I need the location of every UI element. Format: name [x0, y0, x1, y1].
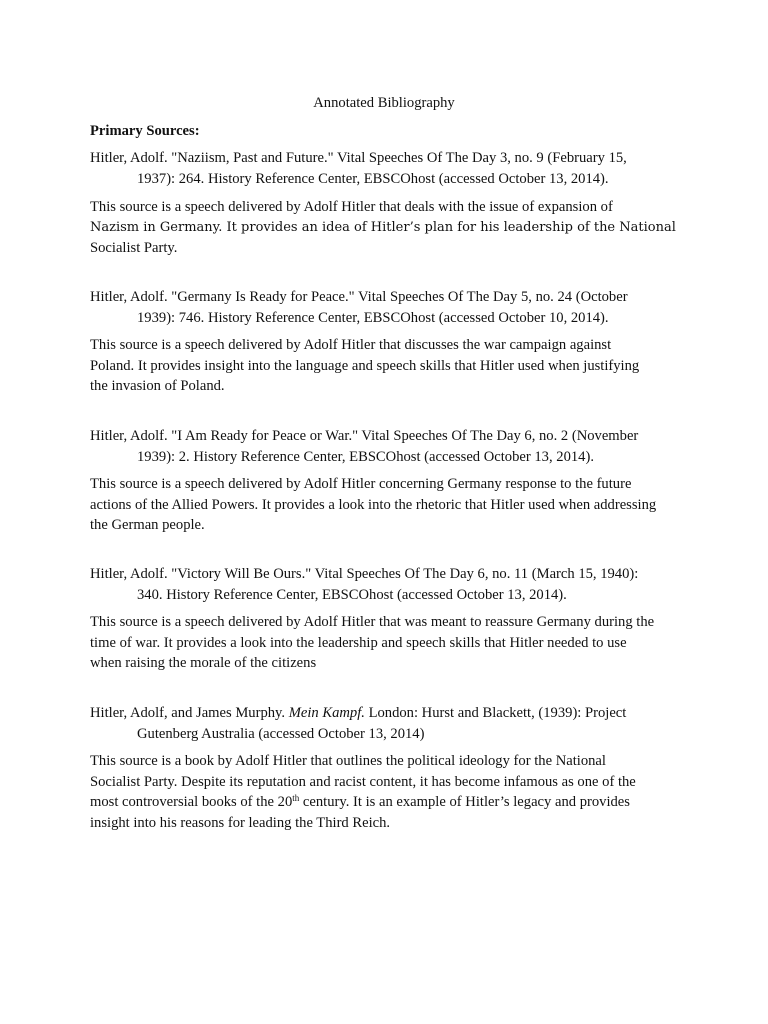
citation-entry-5 — [90, 703, 690, 745]
citation-line: Hitler, Adolf. "Naziism, Past and Future." Vital Speeches Of The Day 3, no. 9 (February 15, — [90, 150, 627, 166]
annotation-line: time of war. It provides a look into the leadership and speech skills that Hitler needed to use — [90, 634, 627, 651]
annotation-line: insight into his reasons for leading the Third Reich. — [90, 814, 391, 831]
annotation-line: Socialist Party. Despite its reputation and racist content, it has become infamous as one of the — [90, 773, 636, 790]
annotation-entry-2 — [90, 335, 690, 397]
citation-publisher: London: Hurst and Blackett, (1939): Project — [364, 705, 627, 721]
annotation-line: This source is a book by Adolf Hitler that outlines the political ideology for the National — [90, 753, 606, 769]
citation-entry-2 — [90, 287, 690, 329]
annotation-line: This source is a speech delivered by Adolf Hitler that deals with the issue of expansion of — [90, 199, 613, 215]
annotation-line: This source is a speech delivered by Adolf Hitler that was meant to reassure Germany during the — [90, 614, 655, 630]
citation-line: 1939): 2. History Reference Center, EBSCOhost (accessed October 13, 2014). — [137, 449, 594, 465]
citation-entry-1 — [90, 148, 690, 190]
citation-line: 340. History Reference Center, EBSCOhost (accessed October 13, 2014). — [137, 587, 567, 603]
citation-line: 1939): 746. History Reference Center, EBSCOhost (accessed October 10, 2014). — [137, 310, 609, 326]
citation-line: Hitler, Adolf. "Victory Will Be Ours." Vital Speeches Of The Day 6, no. 11 (March 15, 1940): — [90, 566, 639, 582]
annotation-line: actions of the Allied Powers. It provides a look into the rhetoric that Hitler used when addressing — [90, 496, 657, 513]
annotation-entry-1 — [90, 197, 690, 259]
citation-line — [90, 703, 690, 724]
citation-line: Hitler, Adolf. "I Am Ready for Peace or War." Vital Speeches Of The Day 6, no. 2 (November — [90, 428, 639, 444]
annotation-line: Poland. It provides insight into the language and speech skills that Hitler used when justifying — [90, 357, 640, 374]
annotation-line: Socialist Party. — [90, 240, 178, 256]
superscript-ordinal: th — [292, 793, 300, 803]
annotation-entry-4 — [90, 612, 690, 674]
annotation-text: century. It is an example of Hitler’s legacy and provides — [299, 794, 630, 810]
annotation-entry-5 — [90, 751, 690, 833]
citation-authors: Hitler, Adolf, and James Murphy. — [90, 705, 289, 721]
citation-line: 1937): 264. History Reference Center, EBSCOhost (accessed October 13, 2014). — [137, 171, 609, 187]
annotation-text: most controversial books of the 20 — [90, 794, 293, 810]
annotation-line: the German people. — [90, 517, 205, 533]
annotation-entry-3 — [90, 474, 690, 536]
annotation-line: when raising the morale of the citizens — [90, 655, 317, 671]
citation-entry-3 — [90, 426, 690, 468]
annotation-line: the invasion of Poland. — [90, 378, 225, 394]
citation-entry-4 — [90, 564, 690, 606]
document-title: Annotated Bibliography — [313, 95, 455, 111]
citation-line: Hitler, Adolf. "Germany Is Ready for Peace." Vital Speeches Of The Day 5, no. 24 (October — [90, 289, 628, 305]
book-title: Mein Kampf. — [288, 705, 365, 721]
annotation-line: This source is a speech delivered by Adolf Hitler that discusses the war campaign against — [90, 337, 612, 353]
section-heading-primary-sources: Primary Sources: — [90, 123, 200, 139]
annotation-line: Nazism in Germany. It provides an idea of Hitler’s plan for his leadership of the National — [90, 219, 676, 235]
annotation-line — [90, 792, 690, 813]
annotation-line: This source is a speech delivered by Adolf Hitler concerning Germany response to the future — [90, 476, 632, 492]
citation-line: Gutenberg Australia (accessed October 13, 2014) — [137, 726, 425, 742]
